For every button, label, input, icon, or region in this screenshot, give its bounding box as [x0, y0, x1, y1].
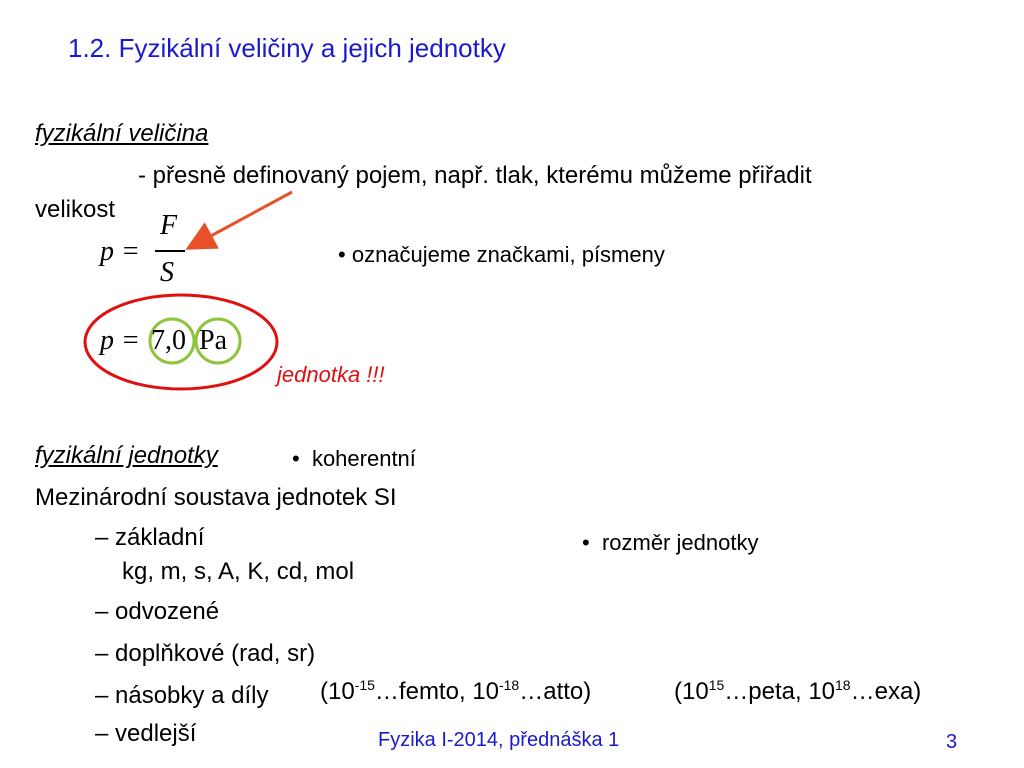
example-value: 7,0 [151, 325, 186, 356]
page-number: 3 [946, 731, 958, 753]
bullet-icon: • [292, 446, 300, 471]
notation-bullet [338, 242, 665, 268]
slide-title: 1.2. Fyzikální veličiny a jejich jednotky [68, 33, 506, 63]
si-line: Mezinárodní soustava jednotek SI [35, 484, 397, 511]
definition-text: - přesně definovaný pojem, např. tlak, kterému můžeme přiřadit [138, 162, 812, 189]
derived-item: – odvozené [95, 598, 220, 625]
arrow-line [196, 192, 292, 244]
dimension-bullet [582, 530, 758, 556]
multiples-item: – násobky a díly [95, 682, 269, 709]
notation-text: označujeme značkami, písmeny [351, 242, 665, 267]
coherent-text: koherentní [311, 446, 416, 471]
bullet-icon: • [338, 242, 346, 267]
dimension-text: rozměr jednotky [601, 530, 759, 555]
unit-note: jednotka !!! [277, 362, 385, 387]
bullet-icon: • [582, 530, 590, 555]
basic-item: – základní [95, 524, 205, 551]
basic-units: kg, m, s, A, K, cd, mol [122, 558, 355, 585]
formula-numerator: F [160, 210, 178, 241]
example-lhs: p = [100, 325, 140, 356]
supplementary-item: – doplňkové (rad, sr) [95, 640, 316, 667]
section-heading-units: fyzikální jednotky [35, 442, 218, 469]
secondary-item: – vedlejší [95, 720, 197, 747]
formula-lhs: p = [100, 236, 140, 267]
coherent-bullet [292, 446, 416, 472]
formula-denominator: S [160, 257, 174, 288]
prefixes-large: ($10^{15}\dots peta$, $10^{18}\dots exa$) [674, 677, 922, 705]
definition-continuation: velikost [35, 196, 116, 223]
footer-text: Fyzika I-2014, přednáška 1 [378, 729, 620, 751]
section-heading-quantity: fyzikální veličina [35, 120, 209, 147]
example-unit: Pa [199, 325, 227, 356]
prefixes-small: ($10^{-15}\dots femto$, $10^{-18}\dots atto$) [320, 677, 592, 705]
